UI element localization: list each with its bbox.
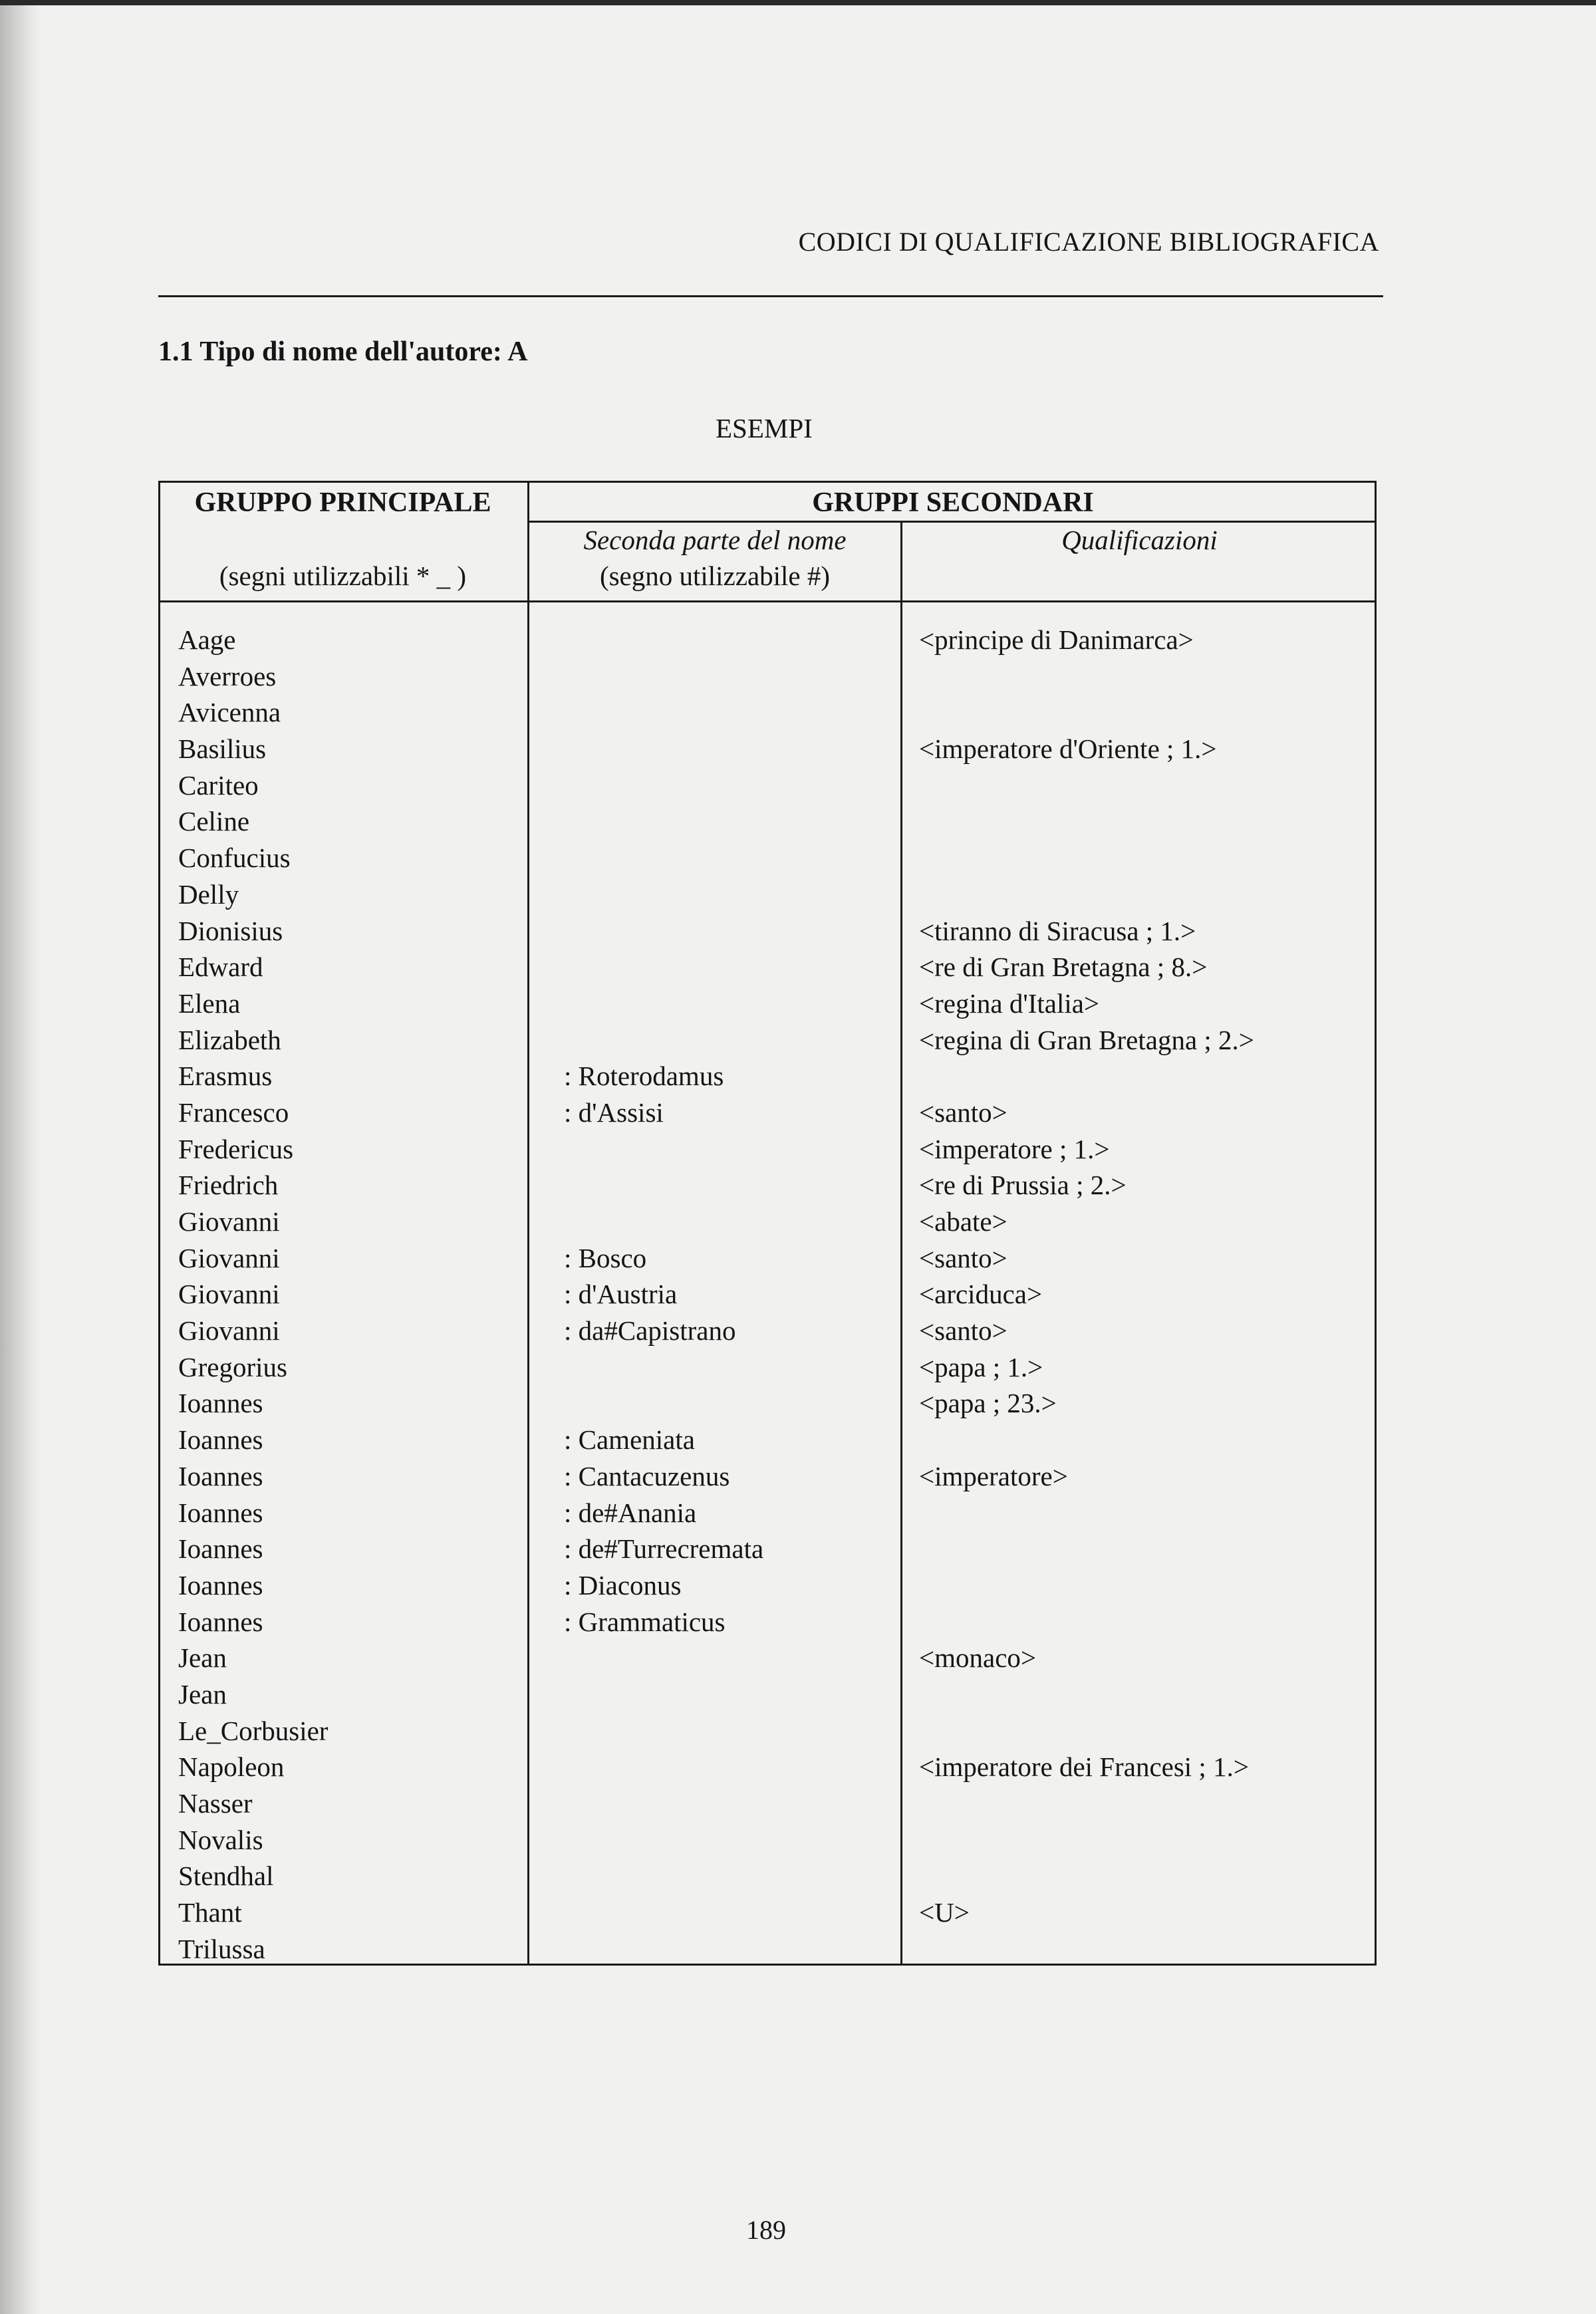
cell-name: Ioannes xyxy=(178,1569,263,1601)
table-row xyxy=(0,1678,1596,1715)
cell-qualification: <santo> xyxy=(919,1096,1007,1128)
cell-qualification: <imperatore d'Oriente ; 1.> xyxy=(919,733,1217,765)
cell-second-part: : Cameniata xyxy=(564,1424,695,1456)
cell-name: Ioannes xyxy=(178,1460,263,1491)
table-row xyxy=(0,1242,1596,1279)
cell-qualification: <papa ; 23.> xyxy=(919,1388,1057,1419)
cell-second-part: : d'Austria xyxy=(564,1279,678,1310)
table-row xyxy=(0,878,1596,915)
table-row xyxy=(0,1642,1596,1678)
table-row xyxy=(0,1315,1596,1351)
cell-name: Ioannes xyxy=(178,1606,263,1637)
table-row xyxy=(0,842,1596,878)
table-row xyxy=(0,805,1596,842)
table-row xyxy=(0,624,1596,660)
cell-name: Delly xyxy=(178,878,239,910)
table-row xyxy=(0,1606,1596,1642)
cell-second-part: : Grammaticus xyxy=(564,1606,726,1637)
header-bottom-rule xyxy=(158,600,1377,602)
header-main-group: GRUPPO PRINCIPALE xyxy=(194,487,491,518)
cell-name: Francesco xyxy=(178,1096,289,1128)
table-row xyxy=(0,1206,1596,1242)
cell-name: Elizabeth xyxy=(178,1024,281,1055)
cell-qualification: <abate> xyxy=(919,1206,1007,1237)
table-row xyxy=(0,1497,1596,1533)
cell-qualification: <monaco> xyxy=(919,1642,1037,1674)
cell-name: Novalis xyxy=(178,1824,263,1855)
cell-name: Nasser xyxy=(178,1788,253,1819)
table-row xyxy=(0,987,1596,1024)
cell-qualification: <papa ; 1.> xyxy=(919,1351,1043,1382)
cell-name: Aage xyxy=(178,624,236,655)
table-row xyxy=(0,733,1596,769)
cell-name: Ioannes xyxy=(178,1388,263,1419)
cell-name: Trilussa xyxy=(178,1933,265,1964)
cell-second-part: : Bosco xyxy=(564,1242,647,1273)
table-row xyxy=(0,1133,1596,1170)
cell-name: Friedrich xyxy=(178,1170,279,1201)
cell-qualification: <principe di Danimarca> xyxy=(919,624,1194,655)
cell-qualification: <re di Gran Bretagna ; 8.> xyxy=(919,952,1208,983)
secondary-header-rule xyxy=(529,521,1377,523)
table-row xyxy=(0,1278,1596,1315)
cell-name: Confucius xyxy=(178,842,291,874)
cell-name: Edward xyxy=(178,952,263,983)
cell-qualification: <re di Prussia ; 2.> xyxy=(919,1170,1127,1201)
table-row xyxy=(0,1860,1596,1896)
table-row xyxy=(0,915,1596,952)
table-row xyxy=(0,1060,1596,1096)
table-row xyxy=(0,951,1596,987)
cell-name: Ioannes xyxy=(178,1424,263,1456)
table-row xyxy=(0,769,1596,806)
cell-name: Giovanni xyxy=(178,1206,280,1237)
cell-name: Avicenna xyxy=(178,697,281,728)
table-row xyxy=(0,1024,1596,1061)
cell-name: Celine xyxy=(178,806,250,837)
page-number: 189 xyxy=(746,2215,786,2245)
cell-name: Elena xyxy=(178,987,241,1019)
cell-name: Napoleon xyxy=(178,1751,285,1783)
table-body xyxy=(0,624,1596,1969)
cell-name: Giovanni xyxy=(178,1279,280,1310)
table-row xyxy=(0,1751,1596,1787)
cell-name: Erasmus xyxy=(178,1061,273,1092)
scan-top-edge xyxy=(0,0,1596,5)
cell-qualification: <arciduca> xyxy=(919,1279,1043,1310)
cell-qualification: <imperatore dei Francesi ; 1.> xyxy=(919,1751,1249,1783)
cell-second-part: : de#Turrecremata xyxy=(564,1533,764,1565)
cell-name: Giovanni xyxy=(178,1242,280,1273)
table-row xyxy=(0,1896,1596,1933)
cell-second-part: : da#Capistrano xyxy=(564,1315,736,1347)
cell-name: Jean xyxy=(178,1642,227,1674)
cell-name: Thant xyxy=(178,1897,242,1928)
cell-second-part: : de#Anania xyxy=(564,1497,697,1528)
cell-name: Basilius xyxy=(178,733,267,765)
table-row xyxy=(0,1715,1596,1751)
table-row xyxy=(0,1824,1596,1861)
table-row xyxy=(0,1424,1596,1460)
cell-name: Fredericus xyxy=(178,1133,294,1164)
cell-name: Gregorius xyxy=(178,1351,287,1382)
cell-name: Ioannes xyxy=(178,1497,263,1528)
examples-label: ESEMPI xyxy=(716,413,813,444)
table-row xyxy=(0,1533,1596,1569)
table-row xyxy=(0,1096,1596,1133)
cell-name: Dionisius xyxy=(178,915,283,946)
cell-second-part: : Cantacuzenus xyxy=(564,1460,730,1491)
table-row xyxy=(0,1460,1596,1497)
table-row xyxy=(0,1387,1596,1424)
subheader-main-signs: (segni utilizzabili * _ ) xyxy=(219,561,467,591)
table-row xyxy=(0,696,1596,733)
cell-name: Averroes xyxy=(178,660,277,692)
cell-name: Ioannes xyxy=(178,1533,263,1565)
cell-qualification: <regina di Gran Bretagna ; 2.> xyxy=(919,1024,1254,1055)
table-row xyxy=(0,660,1596,697)
cell-qualification: <imperatore ; 1.> xyxy=(919,1133,1110,1164)
header-secondary-groups: GRUPPI SECONDARI xyxy=(812,487,1094,518)
table-row xyxy=(0,1787,1596,1824)
cell-second-part: : Roterodamus xyxy=(564,1061,724,1092)
table-row xyxy=(0,1351,1596,1388)
table-row xyxy=(0,1933,1596,1970)
cell-second-part: : d'Assisi xyxy=(564,1096,664,1128)
cell-name: Le_Corbusier xyxy=(178,1715,329,1746)
cell-name: Jean xyxy=(178,1678,227,1710)
subheader-second-part-title: Seconda parte del nome xyxy=(583,525,847,555)
cell-name: Stendhal xyxy=(178,1861,274,1892)
cell-qualification: <regina d'Italia> xyxy=(919,987,1100,1019)
table-row xyxy=(0,1569,1596,1606)
table-row xyxy=(0,1169,1596,1206)
cell-qualification: <santo> xyxy=(919,1315,1007,1347)
cell-qualification: <santo> xyxy=(919,1242,1007,1273)
section-title: 1.1 Tipo di nome dell'autore: A xyxy=(158,336,528,367)
cell-qualification: <imperatore> xyxy=(919,1460,1068,1491)
subheader-second-part-note: (segno utilizzabile #) xyxy=(599,561,831,591)
cell-qualification: <U> xyxy=(919,1897,970,1928)
subheader-qualifications: Qualificazioni xyxy=(1061,525,1218,555)
running-head: CODICI DI QUALIFICAZIONE BIBLIOGRAFICA xyxy=(798,227,1379,257)
header-rule xyxy=(158,295,1383,297)
cell-name: Cariteo xyxy=(178,769,259,801)
cell-qualification: <tiranno di Siracusa ; 1.> xyxy=(919,915,1196,946)
cell-name: Giovanni xyxy=(178,1315,280,1347)
cell-second-part: : Diaconus xyxy=(564,1569,682,1601)
